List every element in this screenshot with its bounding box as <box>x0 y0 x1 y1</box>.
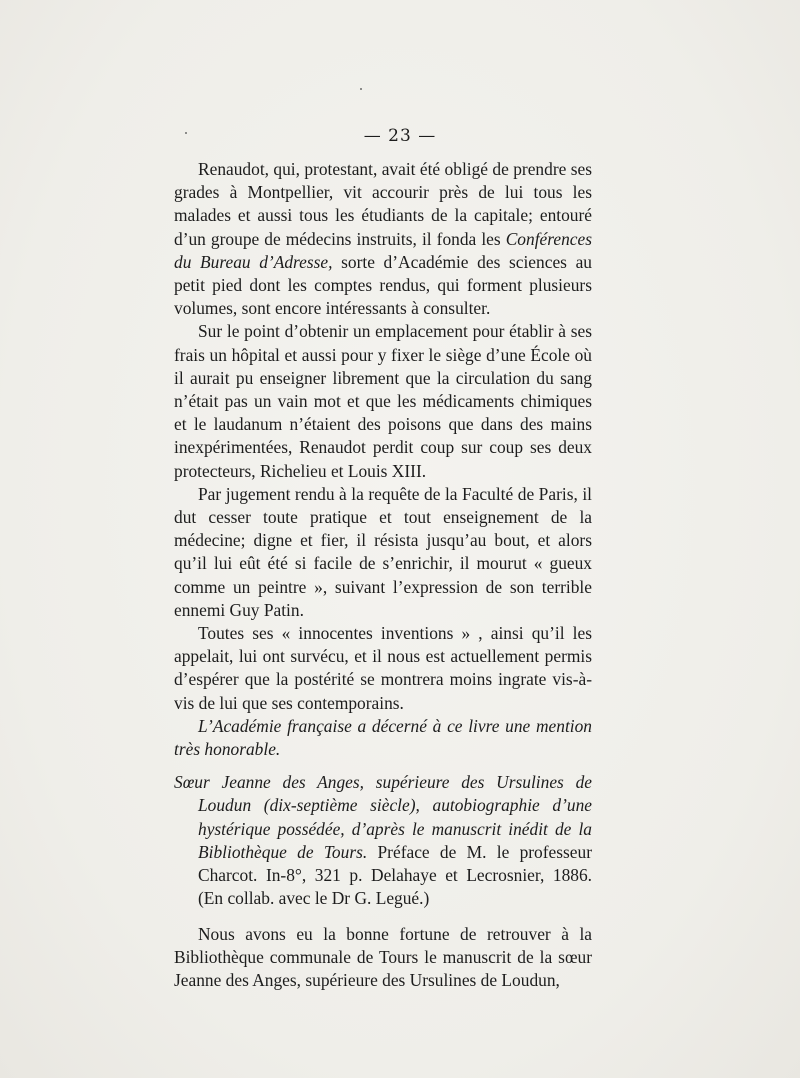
paragraph-hopital: Sur le point d’obtenir un emplacement pour établir à ses frais un hôpital et aussi pour y fixer le siège d’une École où il aurait pu enseigner librement que la circulation du sang n’était pas un vain mot et que les médicaments chimiques et le laudanum n’étaient des poisons que dans des mains inexpérimentées, Renaudot perdit coup sur coup ses deux protecteurs, Richelieu et Louis XIII. <box>174 321 592 481</box>
page-number: — 23 — <box>363 126 437 146</box>
paragraph-inventions: Toutes ses « innocentes inventions » , ainsi qu’il les appelait, lui ont survécu, et il nous est actuellement permis d’espérer que la postérité se montrera moins ingrate vis-à-vis de lui que ses contemporains. <box>174 623 592 713</box>
bibliography-title: Sœur Jeanne des Anges, supérieure des Ursulines de Loudun (dix-septième siècle), autobiographie d’une hystérique possédée, d’après le manuscrit inédit de la Bibliothèque de Tours. <box>174 772 592 862</box>
paragraph-final: Nous avons eu la bonne fortune de retrouver à la Bibliothèque communale de Tours le manuscrit de la sœur Jeanne des Anges, supérieure des Ursulines de Loudun, <box>174 923 592 990</box>
italic-title: Conférences du Bureau d’Adresse, <box>174 228 592 272</box>
bibliography-entry <box>174 771 592 910</box>
paragraph-renaudot <box>174 158 592 320</box>
paper-speck <box>360 88 362 90</box>
paper-speck <box>185 132 187 134</box>
bibliography-details: Préface de M. le professeur Charcot. In-8°, 321 p. Delahaye et Lecrosnier, 1886. (En collab. avec le Dr G. Legué.) <box>198 841 593 909</box>
paragraph-text: sorte d’Académie des sciences au petit pied dont les comptes rendus, qui forment plusieurs volumes, sont encore intéressants à consulter. <box>174 251 592 319</box>
paragraph-jugement: Par jugement rendu à la requête de la Faculté de Paris, il dut cesser toute pratique et tout enseignement de la médecine; digne et fier, il résista jusqu’au bout, et alors qu’il lui eût été si facile de s’enrichir, il mourut « gueux comme un peintre », suivant l’expression de son terrible ennemi Guy Patin. <box>174 483 592 620</box>
paragraph-text: Renaudot, qui, protestant, avait été obligé de prendre ses grades à Montpellier, vit accourir près de lui tous les malades et aussi tous les étudiants de la capitale; entouré d’un groupe de médecins instruits, il fonda les <box>174 159 592 249</box>
body-text <box>174 158 592 992</box>
academie-mention: L’Académie française a décerné à ce livre une mention très honorable. <box>174 715 592 760</box>
